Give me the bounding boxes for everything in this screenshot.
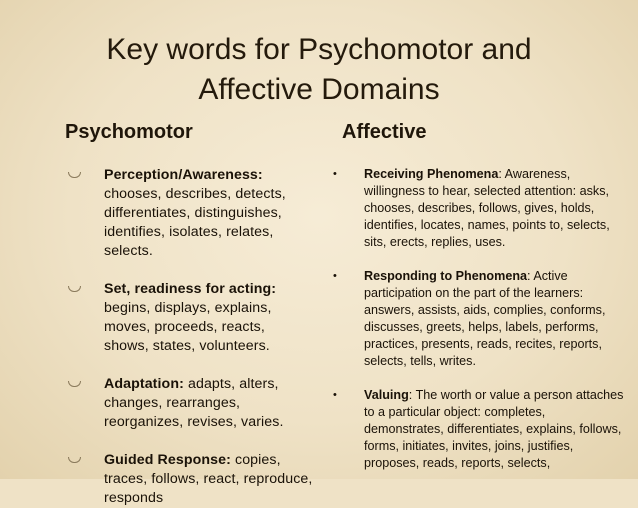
bullet-icon: •: [333, 270, 337, 282]
psychomotor-heading: Psychomotor: [65, 121, 193, 143]
psychomotor-item: [68, 166, 313, 261]
item-text: adapts, alters, changes, rearranges, reorganizes, revises, varies.: [104, 376, 284, 430]
item-lead: Valuing: [364, 388, 409, 402]
title-line-1: Key words for Psychomotor and: [106, 33, 532, 66]
arc-bullet-icon: [68, 457, 81, 463]
slide-title: [60, 30, 578, 110]
psychomotor-item: [68, 451, 313, 508]
item-text: : Active participation on the part of the learners: answers, assists, aids, complies, conforms, discusses, greets, helps, labels, performs, practices, presents, reads, recites, reports, selects, tells, writes.: [364, 269, 606, 368]
arc-bullet-icon: [68, 172, 81, 178]
item-text: begins, displays, explains, moves, proceeds, reacts, shows, states, volunteers.: [104, 300, 272, 354]
psychomotor-list: [68, 166, 313, 508]
affective-item: [327, 166, 627, 251]
item-text: : The worth or value a person attaches to a particular object: completes, demonstrates, differentiates, explains, follows, forms, initiates, invites, joins, justifies, proposes, reads, reports, selects,: [364, 388, 624, 470]
psychomotor-item: [68, 280, 313, 356]
item-text: chooses, describes, detects, differentiates, distinguishes, identifies, isolates, relates, selects.: [104, 186, 286, 259]
item-lead: Responding to Phenomena: [364, 269, 528, 283]
item-text: copies, traces, follows, react, reproduce, responds: [104, 452, 313, 506]
arc-bullet-icon: [68, 381, 81, 387]
affective-item: [327, 268, 627, 370]
affective-list: [327, 166, 627, 472]
bullet-icon: •: [333, 168, 337, 180]
item-lead: Guided Response:: [104, 452, 231, 468]
item-lead: Adaptation:: [104, 376, 184, 392]
affective-heading: Affective: [342, 121, 427, 143]
item-lead: Set, readiness for acting:: [104, 281, 277, 297]
arc-bullet-icon: [68, 286, 81, 292]
title-line-2: Affective Domains: [198, 73, 440, 106]
item-text: : Awareness, willingness to hear, selected attention: asks, chooses, describes, follows, gives, holds, identifies, locates, names, points to, selects, sits, erects, replies, uses.: [364, 167, 610, 249]
affective-item: [327, 387, 627, 472]
psychomotor-item: [68, 375, 313, 432]
item-lead: Perception/Awareness:: [104, 167, 263, 183]
item-lead: Receiving Phenomena: [364, 167, 499, 181]
bullet-icon: •: [333, 389, 337, 401]
